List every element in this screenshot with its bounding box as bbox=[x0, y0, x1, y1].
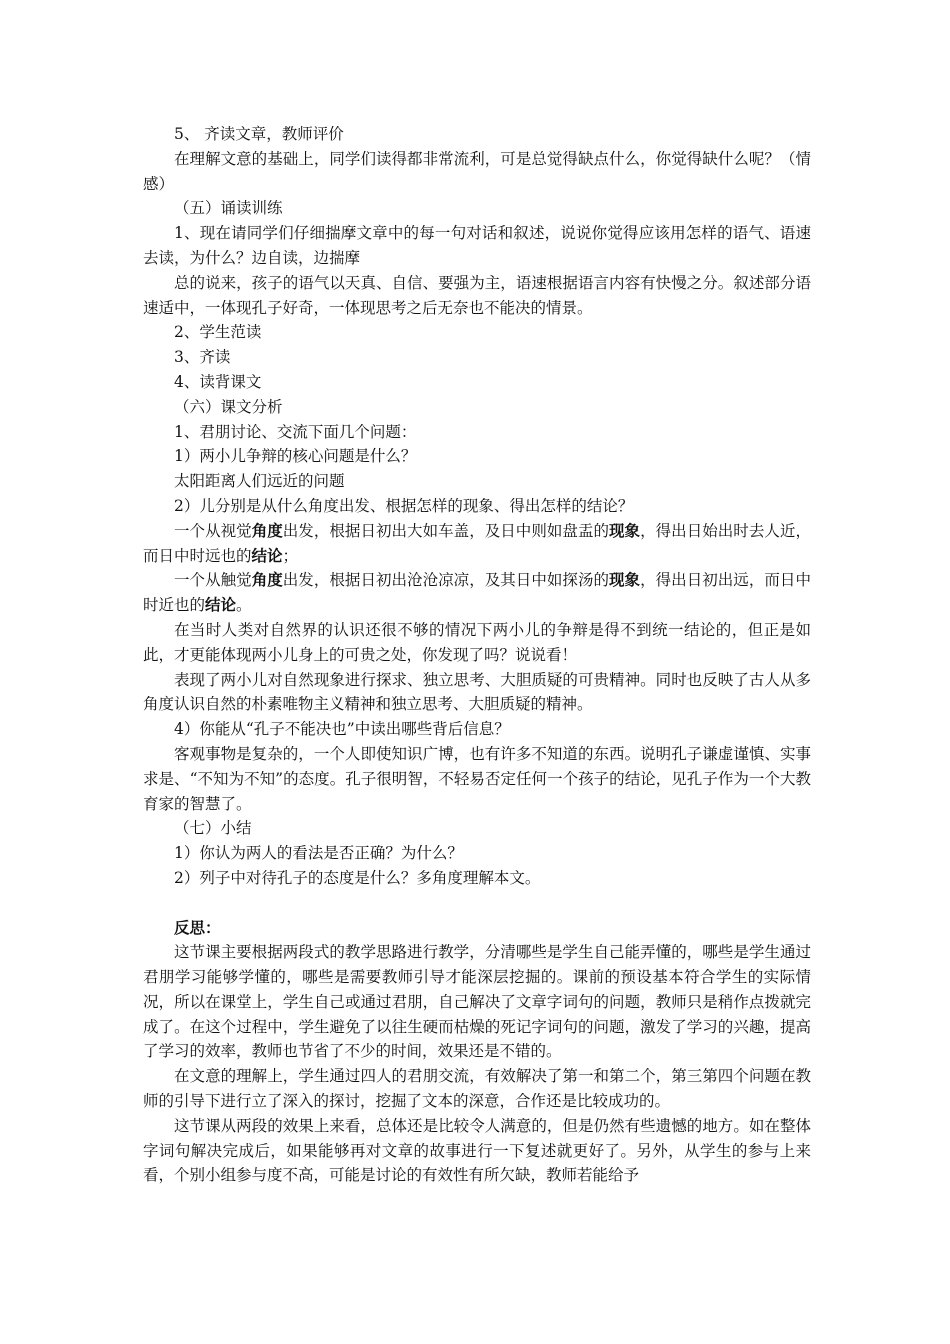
bold-term: 角度 bbox=[251, 520, 283, 540]
question: 1）两小儿争辩的核心问题是什么？ bbox=[174, 447, 417, 466]
paragraph-visual bbox=[143, 519, 811, 569]
bold-term: 结论 bbox=[205, 595, 237, 615]
text-run: 出发，根据日初出大如车盖，及日中则如盘盂的 bbox=[282, 521, 610, 540]
section-7-heading: （七）小结 bbox=[174, 819, 252, 838]
text-run: ； bbox=[282, 546, 299, 565]
paragraph: 表现了两小儿对自然现象进行探求、独立思考、大胆质疑的可贵精神。同时也反映了古人从多角度认识自然的朴素唯物主义精神和独立思考、大胆质疑的精神。 bbox=[143, 670, 811, 714]
answer: 太阳距离人们远近的问题 bbox=[174, 472, 345, 491]
item-5-heading: 5、 齐读文章，教师评价 bbox=[174, 125, 344, 143]
document-body bbox=[143, 122, 811, 1188]
text-run: ，得出日初出远，而日中时近也的 bbox=[143, 571, 811, 615]
reflection-heading bbox=[143, 916, 811, 941]
text-run: 出发，根据日初出沧沧凉凉，及其日中如探汤的 bbox=[282, 571, 610, 590]
list-item: 2、学生范读 bbox=[174, 323, 262, 342]
reflection-title: 反思： bbox=[174, 917, 221, 937]
section-6-heading: （六）课文分析 bbox=[174, 397, 283, 416]
list-item: 4、读背课文 bbox=[174, 372, 262, 391]
paragraph: 1、现在请同学们仔细揣摩文章中的每一句对话和叙述，说说你觉得应该用怎样的语气、语速去读，为什么？边自读，边揣摩 bbox=[143, 224, 811, 267]
reflection-paragraph: 这节课从两段的效果上来看，总体还是比较令人满意的，但是仍然有些遗憾的地方。如在整体字词句解决完成后，如果能够再对文章的故事进行一下复述就更好了。另外，从学生的参与上来看，个别小组参与度不高，可能是讨论的有效性有所欠缺，教师若能给予 bbox=[143, 1116, 811, 1185]
text-run: 。 bbox=[236, 596, 252, 615]
bold-term: 现象 bbox=[609, 520, 641, 540]
list-item: 3、齐读 bbox=[174, 348, 231, 367]
question: 2）列子中对待孔子的态度是什么？多角度理解本文。 bbox=[174, 868, 541, 887]
bold-term: 现象 bbox=[609, 570, 641, 590]
paragraph: 总的说来，孩子的语气以天真、自信、要强为主，语速根据语言内容有快慢之分。叙述部分语速适中，一体现孔子好奇，一体现思考之后无奈也不能决的情景。 bbox=[143, 273, 811, 317]
list-item: 1、君朋讨论、交流下面几个问题： bbox=[174, 422, 417, 441]
paragraph: 客观事物是复杂的，一个人即使知识广博，也有许多不知道的东西。说明孔子谦虚谨慎、实事求是、“不知为不知”的态度。孔子很明智，不轻易否定任何一个孩子的结论，见孔子作为一个大教育家的智慧了。 bbox=[143, 744, 811, 813]
bold-term: 结论 bbox=[251, 545, 283, 565]
question: 4）你能从“孔子不能决也”中读出哪些背后信息？ bbox=[174, 720, 510, 739]
reflection-paragraph: 在文意的理解上，学生通过四人的君朋交流，有效解决了第一和第二个，第三第四个问题在教师的引导下进行立了深入的探讨，挖掘了文本的深意，合作还是比较成功的。 bbox=[143, 1067, 811, 1111]
paragraph: 在理解文意的基础上，同学们读得都非常流利，可是总觉得缺点什么，你觉得缺什么呢？（情感） bbox=[143, 149, 811, 193]
text-run: 一个从视觉 bbox=[174, 521, 252, 540]
reflection-paragraph: 这节课主要根据两段式的教学思路进行教学，分清哪些是学生自己能弄懂的，哪些是学生通过君朋学习能够学懂的，哪些是需要教师引导才能深层挖掘的。课前的预设基本符合学生的实际情况，所以在课堂上，学生自己或通过君朋，自己解决了文章字词句的问题，教师只是稍作点拨就完成了。在这个过程中，学生避免了以往生硬而枯燥的死记字词句的问题，激发了学习的兴趣，提高了学习的效率，教师也节省了不少的时间，效果还是不错的。 bbox=[143, 943, 811, 1061]
question: 1）你认为两人的看法是否正确？为什么？ bbox=[174, 844, 463, 863]
paragraph-touch bbox=[143, 568, 811, 618]
spacer bbox=[143, 891, 811, 916]
text-run: ，得出日始出时去人近，而日中时远也的 bbox=[143, 521, 811, 565]
bold-term: 角度 bbox=[251, 570, 283, 590]
section-5-heading: （五）诵读训练 bbox=[174, 199, 283, 218]
question: 2）儿分别是从什么角度出发、根据怎样的现象、得出怎样的结论？ bbox=[174, 496, 634, 515]
paragraph: 在当时人类对自然界的认识还很不够的情况下两小儿的争辩是得不到统一结论的，但正是如此，才更能体现两小儿身上的可贵之处，你发现了吗？说说看！ bbox=[143, 620, 811, 664]
text-run: 一个从触觉 bbox=[174, 571, 252, 590]
